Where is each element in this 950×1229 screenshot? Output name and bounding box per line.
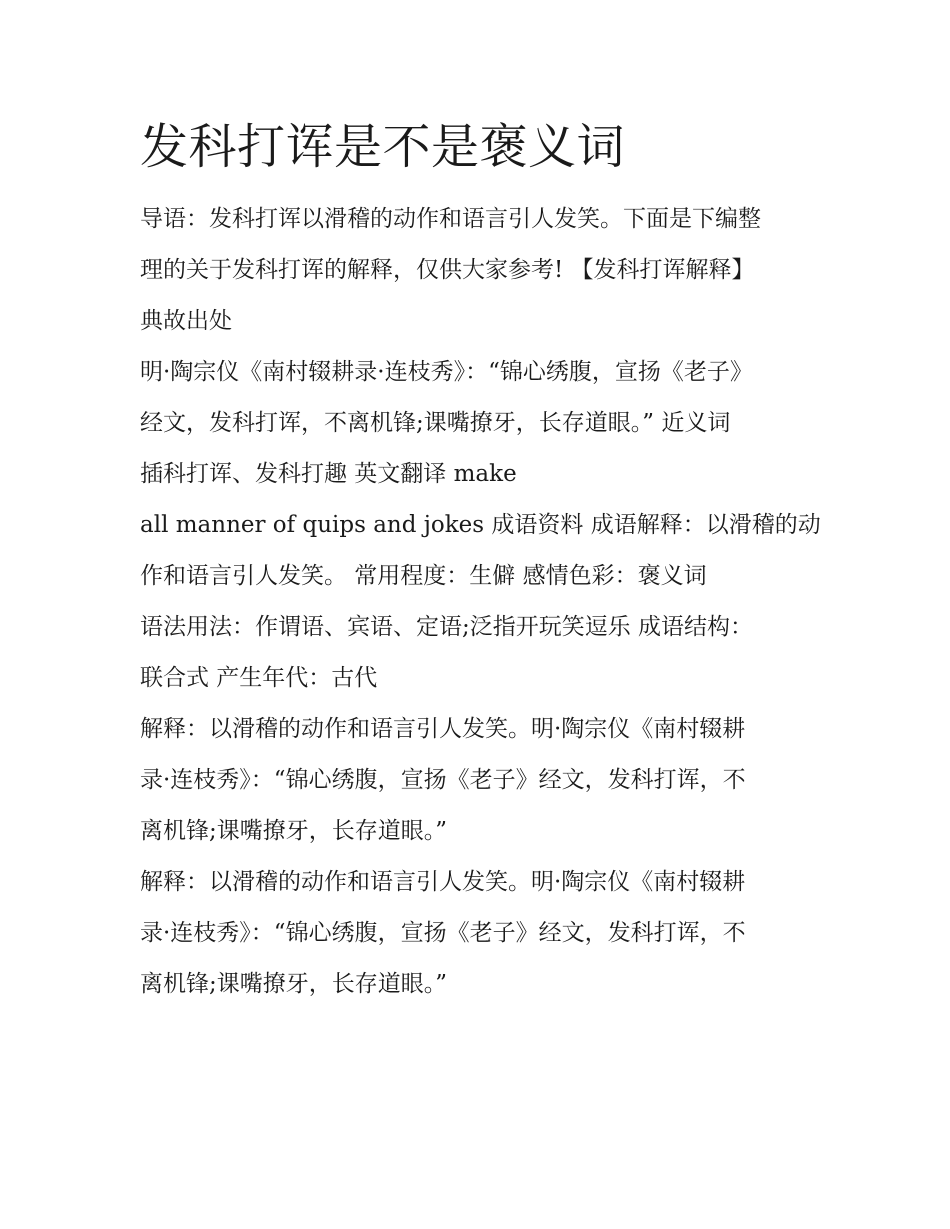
text-line: 插科打诨、发科打趣 英文翻译 make <box>140 461 517 487</box>
text-line: 解释：以滑稽的动作和语言引人发笑。明·陶宗仪《南村辍耕 <box>140 869 746 895</box>
document-page <box>140 112 830 1010</box>
text-line: 典故出处 <box>140 308 232 334</box>
text-line: 导语：发科打诨以滑稽的动作和语言引人发笑。下面是下编整 <box>140 206 761 232</box>
text-line: 联合式 产生年代：古代 <box>140 665 378 691</box>
text-line: 录·连枝秀》：“锦心绣腹，宣扬《老子》经文，发科打诨，不 <box>140 920 746 946</box>
document-title: 发科打诨是不是褒义词 <box>140 119 626 175</box>
text-line: 解释：以滑稽的动作和语言引人发笑。明·陶宗仪《南村辍耕 <box>140 716 746 742</box>
text-line: 理的关于发科打诨的解释，仅供大家参考! 【发科打诨解释】 <box>140 257 755 283</box>
text-line: 经文，发科打诨，不离机锋;课嘴撩牙，长存道眼。” 近义词 <box>140 410 731 436</box>
text-line: 离机锋;课嘴撩牙，长存道眼。” <box>140 971 448 997</box>
text-line: all manner of quips and jokes 成语资料 成语解释：以滑稽的动 <box>140 512 821 538</box>
text-line: 明·陶宗仪《南村辍耕录·连枝秀》：“锦心绣腹，宣扬《老子》 <box>140 359 753 385</box>
document-body <box>140 194 830 1010</box>
text-line: 离机锋;课嘴撩牙，长存道眼。” <box>140 818 448 844</box>
text-line: 录·连枝秀》：“锦心绣腹，宣扬《老子》经文，发科打诨，不 <box>140 767 746 793</box>
text-line: 作和语言引人发笑。 常用程度：生僻 感情色彩：褒义词 <box>140 563 707 589</box>
text-line: 语法用法：作谓语、宾语、定语;泛指开玩笑逗乐 成语结构： <box>140 614 754 640</box>
